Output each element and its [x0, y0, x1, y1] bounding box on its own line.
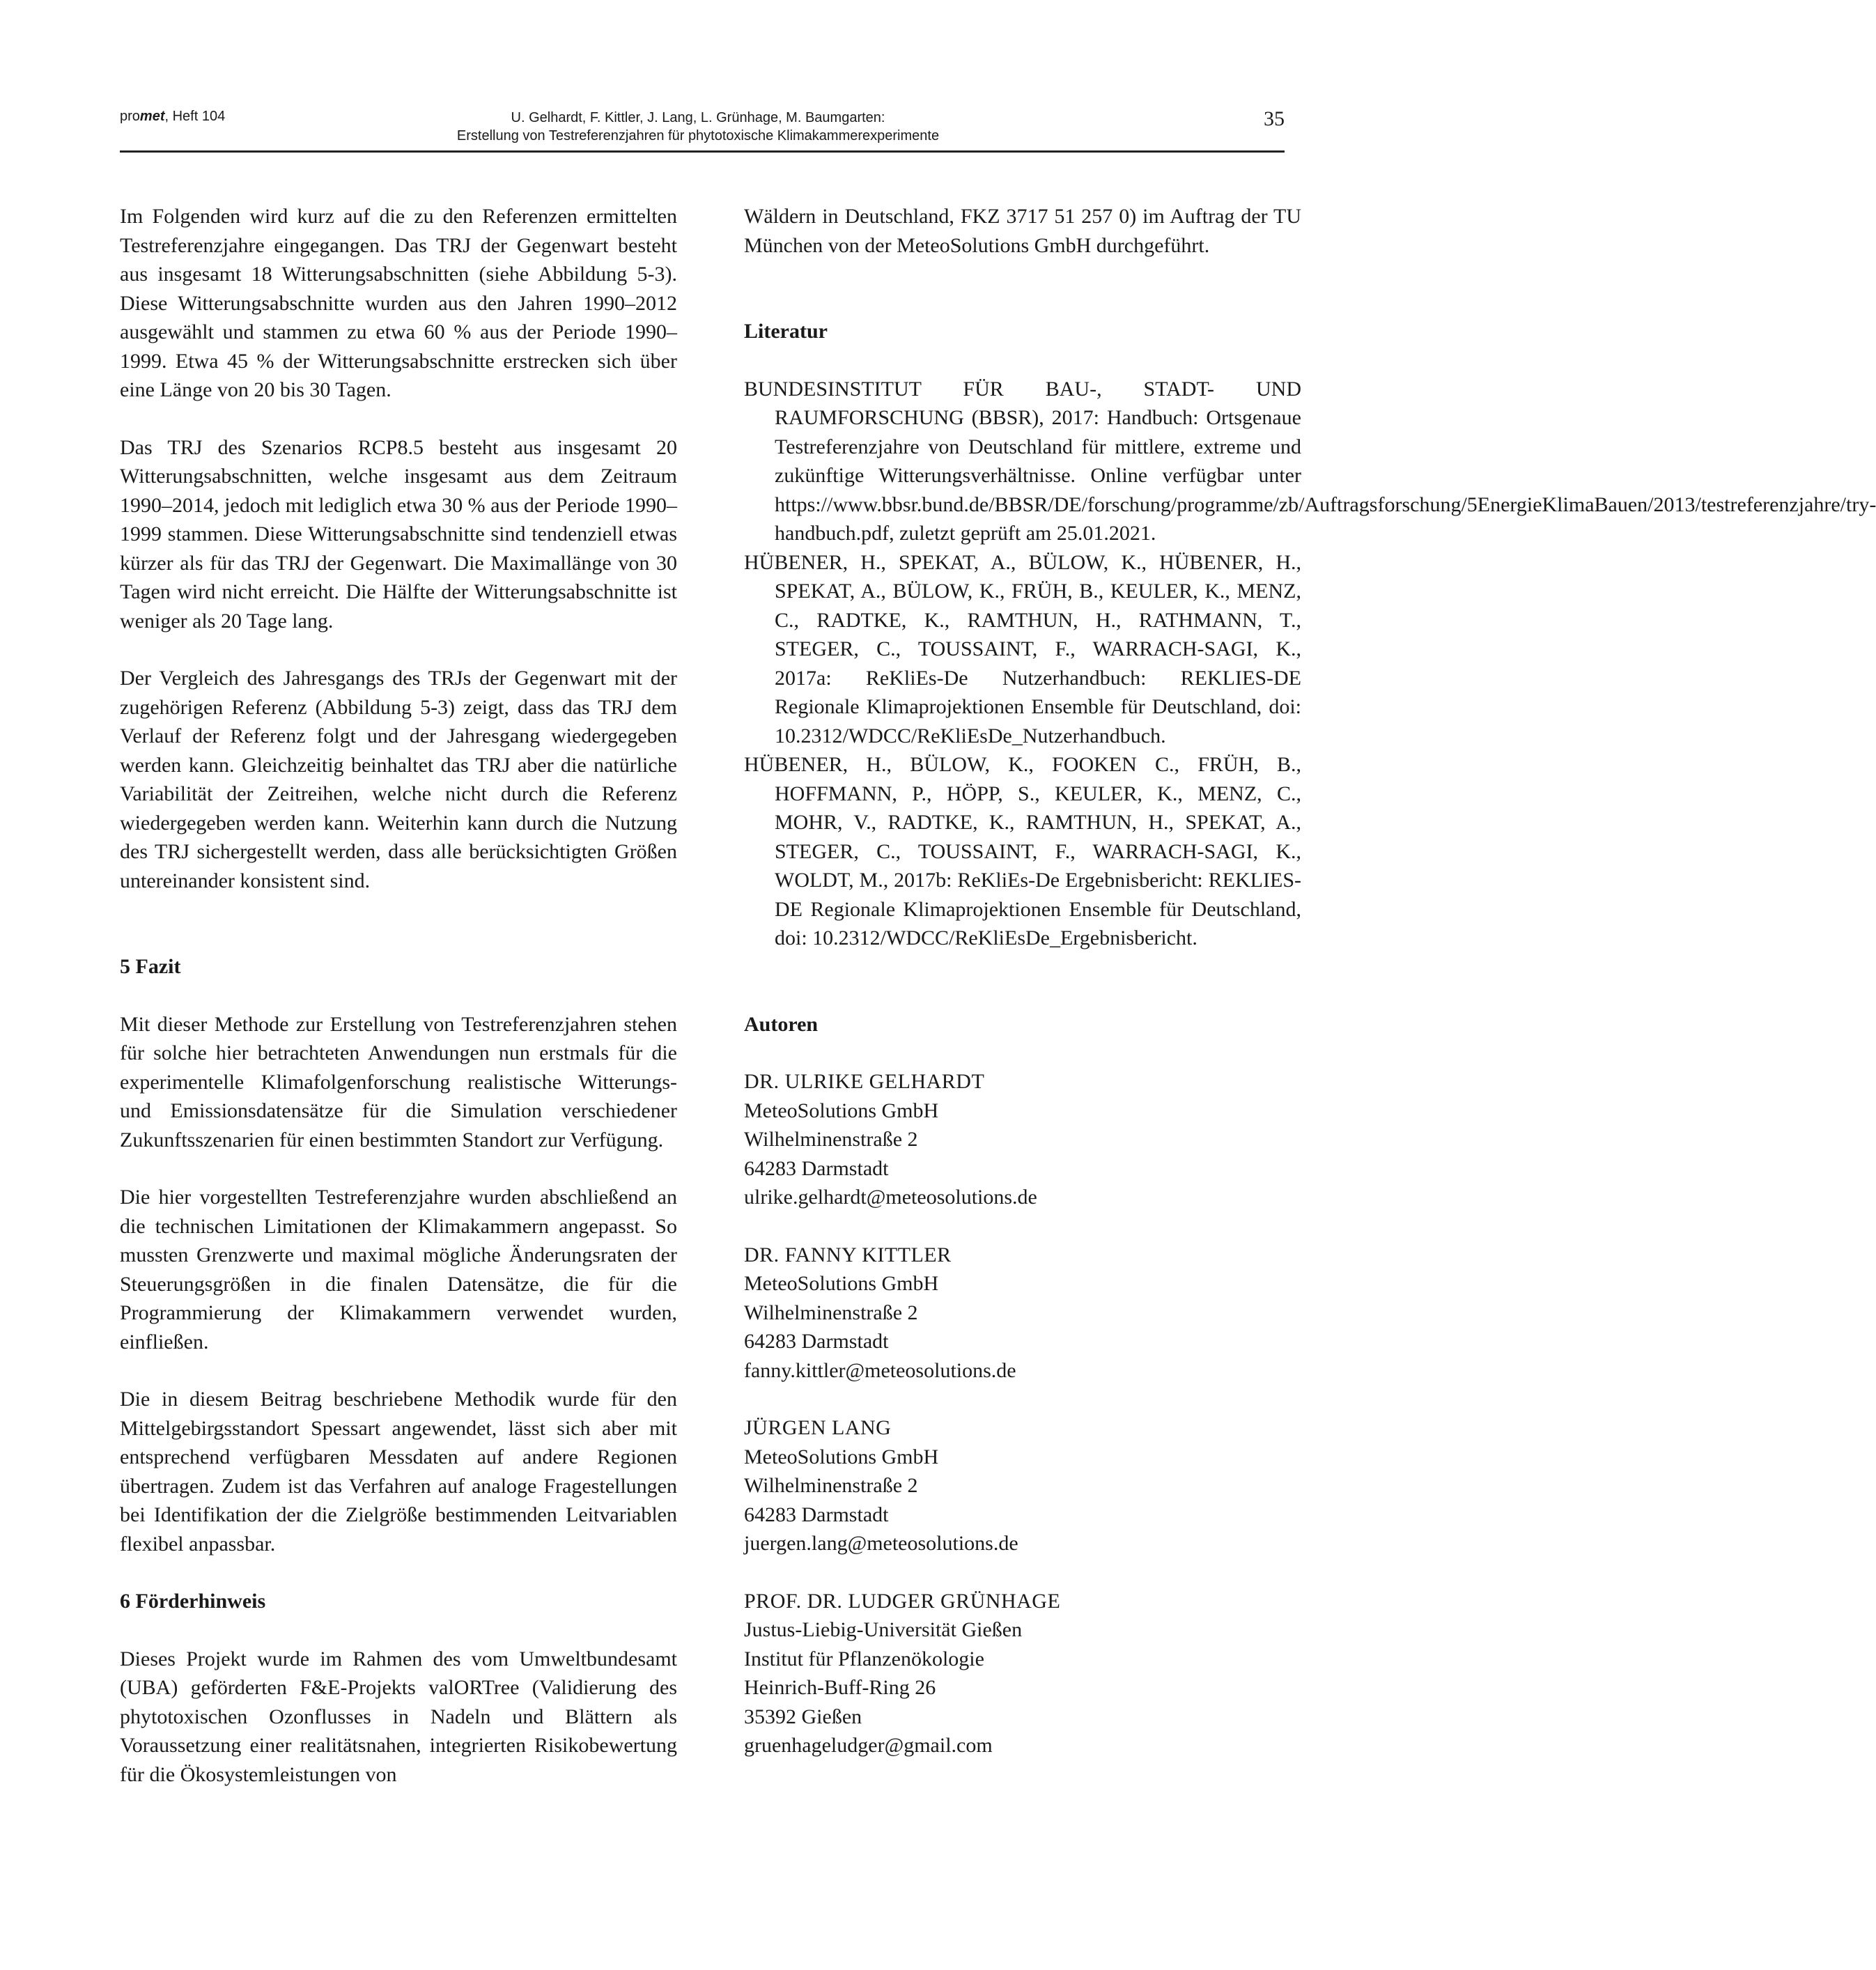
- reference-entry: BUNDESINSTITUT FÜR BAU-, STADT- UND RAUMFORSCHUNG (BBSR), 2017: Handbuch: Ortsgenaue Testreferenzjahre von Deutschland für mittlere, extreme und zukünftige Witterungsverhältnisse. Online verfügbar unter https://www.bbsr.bund.de/BBSR/DE/forschung/programme/zb/Auftragsforschung/5EnergieKlimaBauen/2013/testreferenzjahre/try-handbuch.pdf, zuletzt geprüft am 25.01.2021.: [744, 377, 1876, 545]
- section-heading-foerderhinweis: 6 Förderhinweis: [120, 1590, 266, 1613]
- page-number: 35: [1264, 107, 1285, 130]
- author-name: DR. ULRIKE GELHARDT: [744, 1070, 985, 1093]
- reference-entry: HÜBENER, H., SPEKAT, A., BÜLOW, K., HÜBENER, H., SPEKAT, A., BÜLOW, K., FRÜH, B., KEULER, K., MENZ, C., RADTKE, K., RAMTHUN, H., RATHMANN, T., STEGER, C., TOUSSAINT, F., WARRACH-SAGI, K., 2017a: ReKliEs-De Nutzerhandbuch: REKLIES-DE Regionale Klimaprojektionen Ensemble für Deutschland, doi: 10.2312/WDCC/ReKliEsDe_Nutzerhandbuch.: [744, 550, 1301, 747]
- author-city: 64283 Darmstadt: [744, 1503, 889, 1526]
- author-city: 64283 Darmstadt: [744, 1330, 889, 1353]
- author-name: DR. FANNY KITTLER: [744, 1243, 952, 1266]
- author-city: 35392 Gießen: [744, 1705, 862, 1728]
- paragraph: Die hier vorgestellten Testreferenzjahre wurden abschließend an die technischen Limitationen der Klimakammern angepasst. So mussten Grenzwerte und maximal mögliche Änderungsraten der Steuerungsgrößen in die finalen Datensätze, die für die Programmierung der Klimakammern verwendet wurden, einfließen.: [120, 1186, 677, 1354]
- author-block: [744, 1067, 1301, 1212]
- section-heading-fazit: 5 Fazit: [120, 955, 181, 978]
- section-heading-literatur: Literatur: [744, 320, 828, 343]
- right-column: [744, 202, 1876, 1760]
- header-title: Erstellung von Testreferenzjahren für phytotoxische Klimakammerexperimente: [456, 128, 940, 144]
- author-org: MeteoSolutions GmbH: [744, 1099, 939, 1122]
- section-heading-autoren: Autoren: [744, 1012, 819, 1036]
- author-name: PROF. DR. LUDGER GRÜNHAGE: [744, 1589, 1061, 1613]
- author-street: Wilhelminenstraße 2: [744, 1128, 918, 1151]
- paragraph: Dieses Projekt wurde im Rahmen des vom Umweltbundesamt (UBA) geförderten F&E-Projekts valORTree (Validierung des phytotoxischen Ozonflusses in Nadeln und Blättern als Voraussetzung einer realitätsnahen, integrierten Risikobewertung für die Ökosystemleistungen von: [120, 1647, 677, 1786]
- author-street: Heinrich-Buff-Ring 26: [744, 1676, 936, 1699]
- header-rule: [120, 150, 1285, 153]
- author-org: Justus-Liebig-Universität Gießen: [744, 1618, 1023, 1641]
- author-email: gruenhageludger@gmail.com: [744, 1734, 993, 1757]
- reference-entry: HÜBENER, H., BÜLOW, K., FOOKEN C., FRÜH, B., HOFFMANN, P., HÖPP, S., KEULER, K., MENZ, C., MOHR, V., RADTKE, K., RAMTHUN, H., SPEKAT, A., STEGER, C., TOUSSAINT, F., WARRACH-SAGI, K., WOLDT, M., 2017b: ReKliEs-De Ergebnisbericht: REKLIES-DE Regionale Klimaprojektionen Ensemble für Deutschland, doi: 10.2312/WDCC/ReKliEsDe_Ergebnisbericht.: [744, 753, 1301, 949]
- author-street: Wilhelminenstraße 2: [744, 1474, 918, 1497]
- paragraph: Mit dieser Methode zur Erstellung von Testreferenzjahren stehen für solche hier betrachteten Anwendungen nun erstmals für die experimentelle Klimafolgenforschung realistische Witterungs- und Emissionsdatensätze für die Simulation verschiedener Zukunftsszenarien für einen bestimmten Standort zur Verfügung.: [120, 1012, 677, 1151]
- author-block: [744, 1241, 1301, 1386]
- paragraph: Die in diesem Beitrag beschriebene Methodik wurde für den Mittelgebirgsstandort Spessart angewendet, lässt sich aber mit entsprechend verfügbaren Messdaten auf andere Regionen übertragen. Zudem ist das Verfahren auf analoge Fragestellungen bei Identifikation der die Zielgröße bestimmenden Leitvariablen flexibel anpassbar.: [120, 1388, 677, 1556]
- journal-brand-pre: pro: [120, 109, 140, 124]
- author-block: [744, 1413, 1301, 1558]
- journal-brand-met: met: [139, 109, 165, 124]
- author-block: [744, 1587, 1301, 1760]
- author-email: fanny.kittler@meteosolutions.de: [744, 1358, 1016, 1382]
- journal-issue-number: , Heft 104: [164, 109, 226, 124]
- paragraph: Das TRJ des Szenarios RCP8.5 besteht aus insgesamt 20 Witterungsabschnitten, welche insgesamt aus dem Zeitraum 1990–2014, jedoch mit lediglich etwa 30 % aus der Periode 1990–1999 stammen. Diese Witterungsabschnitte sind tendenziell etwas kürzer als für das TRJ der Gegenwart. Die Maximallänge von 30 Tagen wird nicht erreicht. Die Hälfte der Witterungsabschnitte ist weniger als 20 Tage lang.: [120, 435, 677, 633]
- author-city: 64283 Darmstadt: [744, 1156, 889, 1180]
- author-org: MeteoSolutions GmbH: [744, 1272, 939, 1295]
- header-authors: U. Gelhardt, F. Kittler, J. Lang, L. Grünhage, M. Baumgarten:: [511, 110, 885, 125]
- paragraph: Wäldern in Deutschland, FKZ 3717 51 257 0) im Auftrag der TU München von der MeteoSolutions GmbH durchgeführt.: [744, 205, 1301, 257]
- journal-issue: [120, 109, 225, 125]
- paragraph: Im Folgenden wird kurz auf die zu den Referenzen ermittelten Testreferenzjahre eingegangen. Das TRJ der Gegenwart besteht aus insgesamt 18 Witterungsabschnitten (siehe Abbildung 5-3). Diese Witterungsabschnitte wurden aus den Jahren 1990–2012 ausgewählt und stammen zu etwa 60 % aus der Periode 1990–1999. Etwa 45 % der Witterungsabschnitte erstrecken sich über eine Länge von 20 bis 30 Tagen.: [120, 205, 677, 401]
- header-citation: [412, 109, 984, 145]
- author-org: MeteoSolutions GmbH: [744, 1445, 939, 1468]
- author-name: JÜRGEN LANG: [744, 1416, 892, 1439]
- paragraph: Der Vergleich des Jahresgangs des TRJs der Gegenwart mit der zugehörigen Referenz (Abbildung 5-3) zeigt, dass das TRJ dem Verlauf der Referenz folgt und der Jahresgang wiedergegeben werden kann. Gleichzeitig beinhaltet das TRJ aber die natürliche Variabilität der Zeitreihen, welche nicht durch die Referenz wiedergegeben werden kann. Weiterhin kann durch die Nutzung des TRJ sichergestellt werden, dass alle berücksichtigten Größen untereinander konsistent sind.: [120, 667, 677, 892]
- author-dept: Institut für Pflanzenökologie: [744, 1647, 984, 1670]
- running-header: [120, 109, 1285, 150]
- author-email: juergen.lang@meteosolutions.de: [744, 1532, 1018, 1555]
- left-column: [120, 202, 677, 1789]
- author-email: ulrike.gelhardt@meteosolutions.de: [744, 1186, 1037, 1209]
- author-street: Wilhelminenstraße 2: [744, 1301, 918, 1324]
